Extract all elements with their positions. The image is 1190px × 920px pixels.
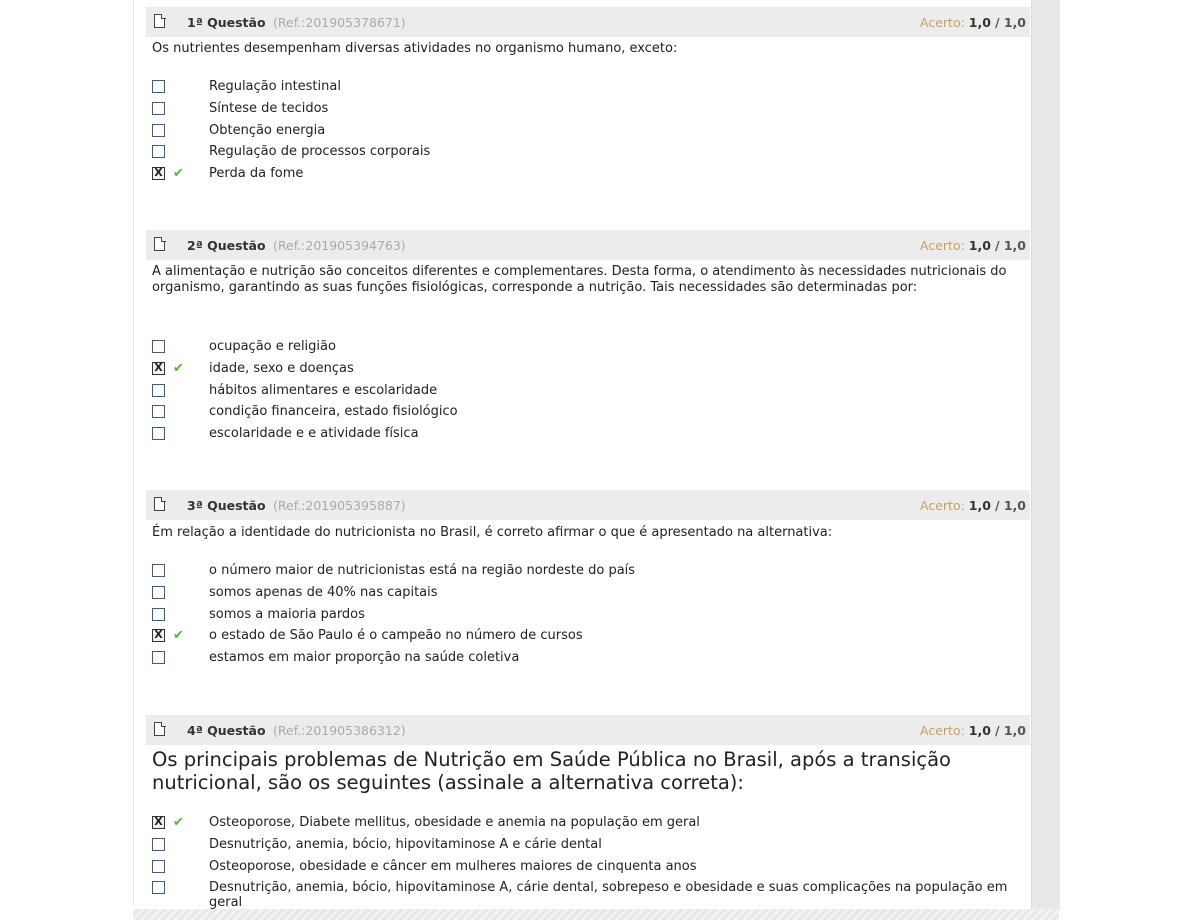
question-title: 3ª Questão: [187, 498, 266, 513]
answer-option[interactable]: [152, 166, 1022, 188]
answer-label: escolaridade e e atividade física: [209, 426, 419, 442]
question-3-header: [146, 490, 1030, 520]
document-icon: [154, 497, 165, 511]
answer-label: somos a maioria pardos: [209, 606, 365, 622]
answer-checkbox[interactable]: [152, 564, 165, 577]
question-1-header: [146, 7, 1030, 37]
answer-checkbox[interactable]: [152, 860, 165, 873]
answer-checkbox[interactable]: [152, 102, 165, 115]
answer-label: Regulação intestinal: [209, 79, 341, 94]
answer-checkbox[interactable]: [152, 340, 165, 353]
score-value: 1,0: [968, 15, 991, 30]
answer-option[interactable]: [152, 563, 1022, 585]
answer-option[interactable]: [152, 144, 1022, 166]
correct-check-icon: ✔: [173, 815, 184, 830]
question-title: 1ª Questão: [187, 15, 266, 30]
question-2-text: A alimentação e nutrição são conceitos diferentes e complementares. Desta forma, o atendimento às necessidades nutricionais do organismo, garantindo as suas funções fisiológicas, corresponde a nutrição. Tais necessidades são determinadas por:: [152, 264, 1007, 295]
answer-label: somos apenas de 40% nas capitais: [209, 584, 438, 600]
answer-label: Síntese de tecidos: [209, 100, 329, 116]
score-label: Acerto:: [920, 238, 965, 253]
answer-checkbox-checked[interactable]: X: [152, 816, 165, 829]
correct-check-icon: ✔: [173, 628, 184, 644]
document-icon: [154, 237, 165, 251]
question-4-text: Os principais problemas de Nutrição em Saúde Pública no Brasil, após a transição nutricional, são os seguintes (assinale a alternativa correta):: [152, 748, 951, 794]
answer-option[interactable]: [152, 585, 1022, 607]
answer-checkbox[interactable]: [152, 881, 165, 894]
answer-option[interactable]: [152, 628, 1022, 650]
answer-label: Desnutrição, anemia, bócio, hipovitaminose A, cárie dental, sobrepeso e obesidade e suas complicações na população em geral: [209, 880, 1008, 911]
answer-option[interactable]: [152, 607, 1022, 629]
question-1-options: [152, 79, 1022, 188]
score-max: / 1,0: [994, 238, 1026, 253]
question-1-text: Os nutrientes desempenham diversas atividades no organismo humano, exceto:: [152, 41, 678, 56]
answer-label: idade, sexo e doenças: [209, 360, 354, 376]
answer-checkbox[interactable]: [152, 608, 165, 621]
answer-checkbox[interactable]: [152, 80, 165, 93]
answer-option[interactable]: [152, 837, 1022, 859]
score-value: 1,0: [968, 498, 991, 513]
score-value: 1,0: [968, 238, 991, 253]
answer-label: o número maior de nutricionistas está na região nordeste do país: [209, 563, 636, 578]
question-title: 2ª Questão: [187, 238, 266, 253]
question-3-options: [152, 563, 1022, 672]
question-score: [920, 498, 1026, 513]
answer-checkbox[interactable]: [152, 586, 165, 599]
answer-option[interactable]: [152, 79, 1022, 101]
question-3-text: Ém relação a identidade do nutricionista no Brasil, é correto afirmar o que é apresentado na alternativa:: [152, 525, 833, 540]
question-ref: (Ref.:201905386312): [273, 723, 406, 738]
score-value: 1,0: [968, 723, 991, 738]
question-title: 4ª Questão: [187, 723, 266, 738]
answer-option[interactable]: [152, 426, 1022, 448]
answer-option[interactable]: [152, 361, 1022, 383]
answer-option[interactable]: [152, 101, 1022, 123]
question-2-header: [146, 230, 1030, 260]
answer-option[interactable]: [152, 650, 1022, 672]
answer-checkbox[interactable]: [152, 651, 165, 664]
answer-label: estamos em maior proporção na saúde coletiva: [209, 650, 520, 666]
answer-option[interactable]: [152, 880, 1022, 914]
question-4-header: [146, 715, 1030, 745]
score-max: / 1,0: [994, 723, 1026, 738]
question-ref: (Ref.:201905378671): [273, 15, 406, 30]
answer-option[interactable]: [152, 859, 1022, 881]
answer-checkbox[interactable]: [152, 427, 165, 440]
score-label: Acerto:: [920, 723, 965, 738]
question-ref: (Ref.:201905395887): [273, 498, 406, 513]
answer-label: Osteoporose, obesidade e câncer em mulheres maiores de cinquenta anos: [209, 858, 697, 874]
score-max: / 1,0: [994, 15, 1026, 30]
question-4-options: [152, 815, 1022, 914]
answer-checkbox-checked[interactable]: X: [152, 362, 165, 375]
answer-option[interactable]: [152, 383, 1022, 405]
document-icon: [154, 14, 165, 28]
answer-option[interactable]: [152, 815, 1022, 837]
answer-label: Perda da fome: [209, 166, 304, 182]
answer-label: Regulação de processos corporais: [209, 144, 431, 160]
scrollbar[interactable]: [1031, 0, 1060, 910]
answer-checkbox-checked[interactable]: X: [152, 167, 165, 180]
answer-checkbox[interactable]: [152, 405, 165, 418]
document-icon: [154, 722, 165, 736]
answer-label: hábitos alimentares e escolaridade: [209, 382, 438, 398]
correct-check-icon: ✔: [173, 166, 184, 182]
answer-option[interactable]: [152, 404, 1022, 426]
score-label: Acerto:: [920, 15, 965, 30]
answer-label: condição financeira, estado fisiológico: [209, 404, 458, 420]
score-max: / 1,0: [994, 498, 1026, 513]
answer-label: Obtenção energia: [209, 122, 326, 138]
answer-checkbox[interactable]: [152, 838, 165, 851]
answer-label: Osteoporose, Diabete mellitus, obesidade e anemia na população em geral: [209, 815, 700, 830]
answer-label: Desnutrição, anemia, bócio, hipovitaminose A e cárie dental: [209, 836, 602, 852]
question-ref: (Ref.:201905394763): [273, 238, 406, 253]
score-label: Acerto:: [920, 498, 965, 513]
answer-option[interactable]: [152, 339, 1022, 361]
answer-label: o estado de São Paulo é o campeão no número de cursos: [209, 628, 583, 644]
answer-label: ocupação e religião: [209, 339, 336, 354]
question-2-options: [152, 339, 1022, 448]
answer-checkbox-checked[interactable]: X: [152, 629, 165, 642]
correct-check-icon: ✔: [173, 360, 184, 376]
question-score: [920, 238, 1026, 253]
answer-checkbox[interactable]: [152, 124, 165, 137]
answer-option[interactable]: [152, 123, 1022, 145]
question-score: [920, 15, 1026, 30]
question-score: [920, 723, 1026, 738]
answer-checkbox[interactable]: [152, 145, 165, 158]
answer-checkbox[interactable]: [152, 384, 165, 397]
